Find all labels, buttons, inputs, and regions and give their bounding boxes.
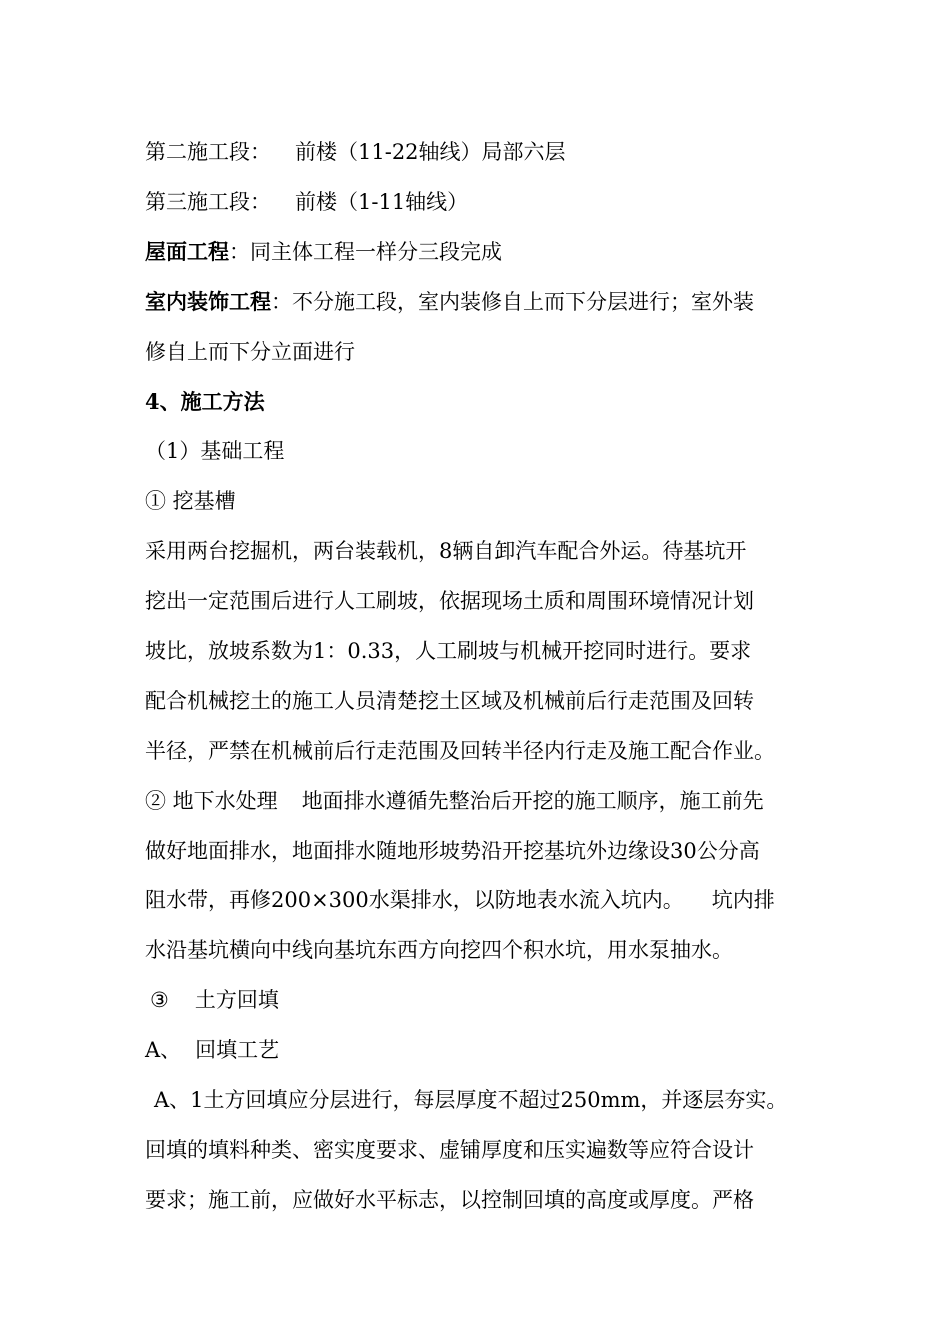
item-heading: [150, 986, 279, 1014]
stage-3-content: 前楼（1-11轴线）: [295, 190, 469, 214]
paragraph-line: 配合机械挖土的施工人员清楚挖土区域及机械前后行走范围及回转: [145, 689, 754, 713]
item-title: 土方回填: [194, 988, 279, 1012]
construction-stage-3-line: [145, 188, 468, 216]
paragraph-line: 半径，严禁在机械前后行走范围及回转半径内行走及施工配合作业。: [145, 739, 775, 763]
paragraph-text: 坑内排: [711, 888, 775, 912]
paragraph-line: 水沿基坑横向中线向基坑东西方向挖四个积水坑，用水泵抽水。: [145, 938, 733, 962]
item-number: ③: [150, 988, 169, 1012]
stage-2-label: 第二施工段：: [145, 140, 271, 164]
construction-stage-2-line: [145, 138, 566, 166]
interior-decoration-text: ：不分施工段，室内装修自上而下分层进行；室外装: [271, 290, 754, 314]
stage-3-label: 第三施工段：: [145, 190, 271, 214]
section-heading: 4、施工方法: [145, 389, 265, 414]
groundwater-line: [145, 787, 764, 815]
interior-decoration-heading: 室内装饰工程: [145, 289, 271, 314]
sub-item-letter: A、: [145, 1038, 182, 1062]
paragraph-line: 回填的填料种类、密实度要求、虚铺厚度和压实遍数等应符合设计: [145, 1138, 754, 1162]
subsection-heading: （1）基础工程: [145, 439, 285, 463]
interior-decoration-line: [145, 288, 754, 316]
groundwater-heading: ② 地下水处理: [145, 789, 278, 813]
stage-2-content: 前楼（11-22轴线）局部六层: [295, 140, 566, 164]
paragraph-line: A、1土方回填应分层进行，每层厚度不超过250mm，并逐层夯实。: [154, 1088, 788, 1112]
paragraph-line: [145, 886, 775, 914]
item-heading: ① 挖基槽: [145, 489, 236, 513]
paragraph-text: 阻水带，再修200×300水渠排水，以防地表水流入坑内。: [145, 888, 684, 912]
paragraph-line: 要求；施工前，应做好水平标志，以控制回填的高度或厚度。严格: [145, 1188, 754, 1212]
groundwater-text: 地面排水遵循先整治后开挖的施工顺序，施工前先: [301, 789, 764, 813]
sub-item-heading: [145, 1036, 279, 1064]
roof-works-heading: 屋面工程: [145, 239, 229, 264]
paragraph-line: 做好地面排水，地面排水随地形坡势沿开挖基坑外边缘设30公分高: [145, 839, 760, 863]
paragraph-line: 坡比，放坡系数为1：0.33，人工刷坡与机械开挖同时进行。要求: [145, 639, 752, 663]
sub-item-title: 回填工艺: [195, 1038, 280, 1062]
paragraph-line: 采用两台挖掘机，两台装载机，8辆自卸汽车配合外运。待基坑开: [145, 539, 747, 563]
roof-works-line: [145, 238, 502, 266]
roof-works-text: ：同主体工程一样分三段完成: [229, 240, 502, 264]
paragraph-line: 挖出一定范围后进行人工刷坡，依据现场土质和周围环境情况计划: [145, 589, 754, 613]
paragraph-line: 修自上而下分立面进行: [145, 340, 355, 364]
